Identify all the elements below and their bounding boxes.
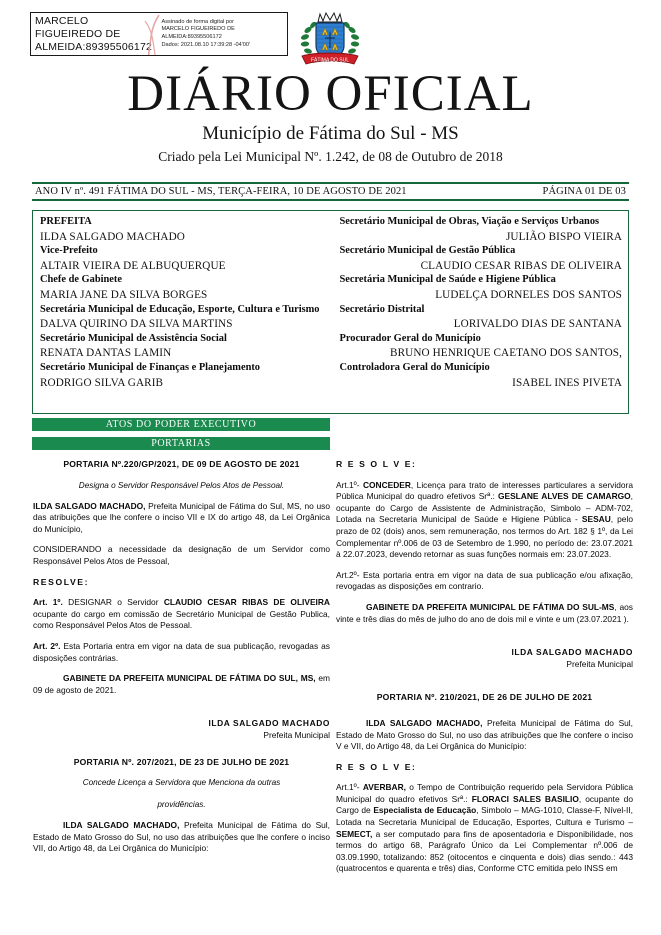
official-name: JULIÃO BISPO VIEIRA bbox=[505, 230, 622, 243]
official-role: Secretário Distrital bbox=[339, 303, 425, 315]
official-role: Chefe de Gabinete bbox=[40, 274, 122, 286]
portaria-207-heading: PORTARIA Nº. 207/2021, DE 23 DE JULHO DE 2021 bbox=[73, 756, 290, 767]
position-title: Especialista de Educação bbox=[373, 805, 477, 816]
official-role: Secretário Municipal de Obras, Viação e Serviços Urbanos bbox=[339, 216, 600, 227]
masthead-subtitle: Município de Fátima do Sul - MS bbox=[202, 123, 459, 144]
officials-directory bbox=[32, 210, 629, 414]
official-name: ISABEL INES PIVETA bbox=[512, 376, 622, 389]
preamble-text: Prefeita Municipal de Fátima do Sul, Estado de Mato Grosso do Sul, no uso das atribuições que lhe confere o inciso VII, do Artigo 48, da Lei Orgânica do Município: bbox=[33, 820, 330, 854]
official-role: Secretário Municipal de Gestão Pública bbox=[339, 245, 516, 257]
article-text-b: , ocupante do Cargo de bbox=[336, 793, 633, 816]
article-text-a: DESIGNAR o Servidor bbox=[62, 597, 164, 608]
article-label: Art.1º- bbox=[336, 479, 363, 490]
page-title: DIÁRIO OFICIAL bbox=[127, 66, 534, 122]
official-name: DALVA QUIRINO DA SILVA MARTINS bbox=[40, 318, 233, 331]
article-text-c: , Simbolo – MAG-1010, Classe-F, Nível-II, Lotada na Secretaria Municipal de Educação, Esportes, Cultura e Turismo – bbox=[336, 805, 634, 828]
preamble-text: Prefeita Municipal de Fátima do Sul, Estado de Mato Grosso do Sul, no uso das atribuições que lhe confere o inciso V e VII, do Artigo 48, da Lei Orgânica do Município: bbox=[336, 717, 633, 752]
signatory-role: Prefeita Municipal bbox=[263, 729, 330, 740]
masthead-law-reference: Criado pela Lei Municipal Nº. 1.242, de 08 de Outubro de 2018 bbox=[158, 149, 503, 164]
gabinete-date: em 09 de agosto de 2021. bbox=[33, 673, 330, 695]
portaria-207-article-2: Art.2º- Esta portaria entra em vigor na data de sua publicação e/ou afixação, revogadas as disposições em contrario. bbox=[336, 569, 633, 592]
portaria-207-ementa-line1: Concede Licença a Servidora que Menciona da outras bbox=[82, 778, 281, 788]
portaria-207-resolve-label: R E S O L V E: bbox=[336, 459, 417, 469]
gabinete-label: GABINETE DA PREFEITA MUNICIPAL DE FÁTIMA DO SUL-MS bbox=[366, 601, 615, 612]
portaria-210-preamble bbox=[336, 718, 633, 753]
portaria-220-gabinete bbox=[33, 673, 330, 696]
preamble-text: Prefeita Municipal de Fátima do Sul, MS, no uso das atribuições que lhe confere o inciso VII e IX do artigo 48, da Lei Orgânica do Município, bbox=[33, 500, 330, 534]
official-role: Secretário Municipal de Assistência Social bbox=[40, 332, 227, 344]
signature-meta-line-2: MARCELO FIGUEIREDO DE bbox=[161, 26, 235, 33]
portaria-207-gabinete bbox=[336, 602, 633, 625]
signature-meta-line-4: Dados: 2021.08.10 17:39:28 -04'00' bbox=[161, 41, 251, 48]
signature-metadata bbox=[159, 19, 288, 49]
official-role: Secretário Municipal de Finanças e Planejamento bbox=[40, 361, 261, 373]
article-text-c: , pelo prazo de 02 (dois) anos, sem remuneração, nos termos do Art. 182 § 1º, da Lei Complementar nº.006 de 03 de Setembro de 1.990, no período de: 23.07.2021 à 22.07.2023, devendo retornar as suas funções normais em: 23.07.2023. bbox=[336, 514, 633, 560]
section-header-atos-poder-executivo: ATOS DO PODER EXECUTIVO bbox=[32, 418, 330, 431]
official-role: Controladora Geral do Município bbox=[339, 361, 490, 373]
municipal-coat-of-arms bbox=[296, 8, 364, 68]
page-number-label: PÁGINA 01 DE 03 bbox=[542, 186, 626, 197]
official-name: RODRIGO SILVA GARIB bbox=[40, 376, 164, 389]
servant-name: FLORACI SALES BASILIO bbox=[471, 793, 579, 804]
signatory-name: ILDA SALGADO MACHADO bbox=[511, 647, 633, 658]
official-name: MARIA JANE DA SILVA BORGES bbox=[40, 288, 208, 301]
official-role: Procurador Geral do Município bbox=[339, 332, 481, 344]
body-column-left bbox=[33, 459, 330, 864]
servant-name: GESLANE ALVES DE CAMARGO bbox=[497, 491, 631, 502]
portaria-220-preamble bbox=[33, 501, 330, 536]
article-label: Art. 2º. bbox=[33, 640, 61, 651]
portaria-207-article-1 bbox=[336, 480, 633, 561]
signature-signer-name: MARCELO FIGUEIREDO DE ALMEIDA:89395506172 bbox=[35, 14, 153, 53]
official-role: Secretária Municipal de Saúde e Higiene Pública bbox=[339, 274, 556, 286]
mayor-name-inline: ILDA SALGADO MACHADO, bbox=[63, 820, 180, 831]
official-role: Secretária Municipal de Educação, Esporte, Cultura e Turismo bbox=[40, 303, 320, 315]
portaria-207-ementa-line2: providências. bbox=[157, 800, 206, 810]
article-text-b: , ocupante do Cargo de Assistente de Administração, Simbolo – ADM-702, Lotada na Secretaria Municipal de Saúde e Higiene Pública - bbox=[336, 491, 633, 525]
portaria-220-ementa: Designa o Servidor Responsável Pelos Atos de Pessoal. bbox=[78, 480, 285, 490]
official-role: Vice-Prefeito bbox=[40, 245, 98, 257]
mayor-name-inline: ILDA SALGADO MACHADO, bbox=[366, 717, 483, 728]
portaria-210-resolve-label: R E S O L V E: bbox=[336, 761, 417, 772]
article-text-b: ocupante do cargo em comissão de Secretário Municipal de Gestão Publica, como Responsável Pelos Atos de Pessoal. bbox=[33, 608, 330, 631]
official-role: PREFEITA bbox=[40, 216, 92, 227]
mayor-name-inline: ILDA SALGADO MACHADO, bbox=[33, 500, 146, 511]
issue-info-bar bbox=[32, 182, 629, 201]
signature-meta-line-1: Assinado de forma digital por bbox=[161, 18, 234, 25]
digital-signature-stamp bbox=[30, 12, 288, 56]
department-acronym: SEMECT, bbox=[336, 828, 373, 839]
svg-text:FÁTIMA DO SUL: FÁTIMA DO SUL bbox=[310, 57, 350, 64]
portaria-220-article-2 bbox=[33, 641, 330, 664]
officials-column-left bbox=[33, 211, 331, 413]
article-text: Esta Portaria entra em vigor na data de sua publicação, revogadas as disposições contrárias. bbox=[33, 640, 330, 663]
official-name: CLAUDIO CESAR RIBAS DE OLIVEIRA bbox=[420, 259, 622, 272]
signatory-role: Prefeita Municipal bbox=[566, 658, 633, 669]
portaria-220-considerando: CONSIDERANDO a necessidade da designação de um Servidor como Responsável Pelos Atos de Pessoal, bbox=[33, 544, 330, 566]
portaria-220-article-1 bbox=[33, 597, 330, 632]
portaria-210-heading: PORTARIA Nº. 210/2021, DE 26 DE JULHO DE 2021 bbox=[376, 692, 593, 703]
official-name: ILDA SALGADO MACHADO bbox=[40, 230, 185, 243]
article-label: Art.1º- bbox=[336, 782, 363, 793]
gabinete-date: , aos vinte e três dias do mês de julho do ano de dois mil e vinte e um (23.07.2021 ). bbox=[336, 601, 633, 624]
department-acronym: SESAU bbox=[581, 514, 611, 525]
officials-column-right bbox=[331, 211, 629, 413]
official-name: BRUNO HENRIQUE CAETANO DOS SANTOS, bbox=[390, 347, 622, 360]
body-column-right bbox=[336, 459, 633, 884]
action-verb: CONCEDER bbox=[362, 479, 411, 490]
article-text-a: o Tempo de Contribuição requerido pela Servidora Pública Municipal do quadro efetivos Srª.: bbox=[336, 782, 633, 804]
article-text-a: , Licença para trato de interesses particulares a servidora Pública Municipal do quadro efetivos Srª.: bbox=[336, 479, 633, 502]
masthead bbox=[0, 66, 661, 166]
official-name: RENATA DANTAS LAMIN bbox=[40, 347, 172, 360]
designated-servant-name: CLAUDIO CESAR RIBAS DE OLIVEIRA bbox=[163, 597, 330, 608]
portaria-220-heading: PORTARIA Nº.220/GP/2021, DE 09 DE AGOSTO DE 2021 bbox=[63, 459, 300, 469]
article-label: Art. 1º. bbox=[33, 597, 63, 608]
article-text-d: a ser computado para fins de aposentadoria e Disponibilidade, nos termos do artigo 68, Parágrafo Único da Lei Complementar nº.006 de 03.09.1990, totalizando: 852 (oitocentos e cinquenta e dois) dias sendo.: 443 (quatrocentos e quarenta e três) dias, Conforme CTC emitida pelo INSS em bbox=[336, 828, 633, 874]
official-name: LORIVALDO DIAS DE SANTANA bbox=[453, 318, 622, 331]
signatory-name: ILDA SALGADO MACHADO bbox=[208, 718, 330, 729]
issue-identifier: ANO IV nº. 491 FÁTIMA DO SUL - MS, TERÇA-FEIRA, 10 DE AGOSTO DE 2021 bbox=[35, 186, 407, 197]
official-name: ALTAIR VIEIRA DE ALBUQUERQUE bbox=[40, 259, 226, 272]
official-name: LUDELÇA DORNELES DOS SANTOS bbox=[435, 288, 622, 301]
portaria-220-resolve-label: RESOLVE: bbox=[33, 576, 90, 587]
section-header-portarias: PORTARIAS bbox=[32, 437, 330, 450]
signature-meta-line-3: ALMEIDA:89395506172 bbox=[161, 34, 222, 40]
portaria-210-article-1 bbox=[336, 782, 633, 875]
action-verb: AVERBAR, bbox=[362, 782, 406, 793]
portaria-207-preamble bbox=[33, 820, 330, 855]
gabinete-label: GABINETE DA PREFEITA MUNICIPAL DE FÁTIMA DO SUL, MS, bbox=[63, 673, 316, 684]
